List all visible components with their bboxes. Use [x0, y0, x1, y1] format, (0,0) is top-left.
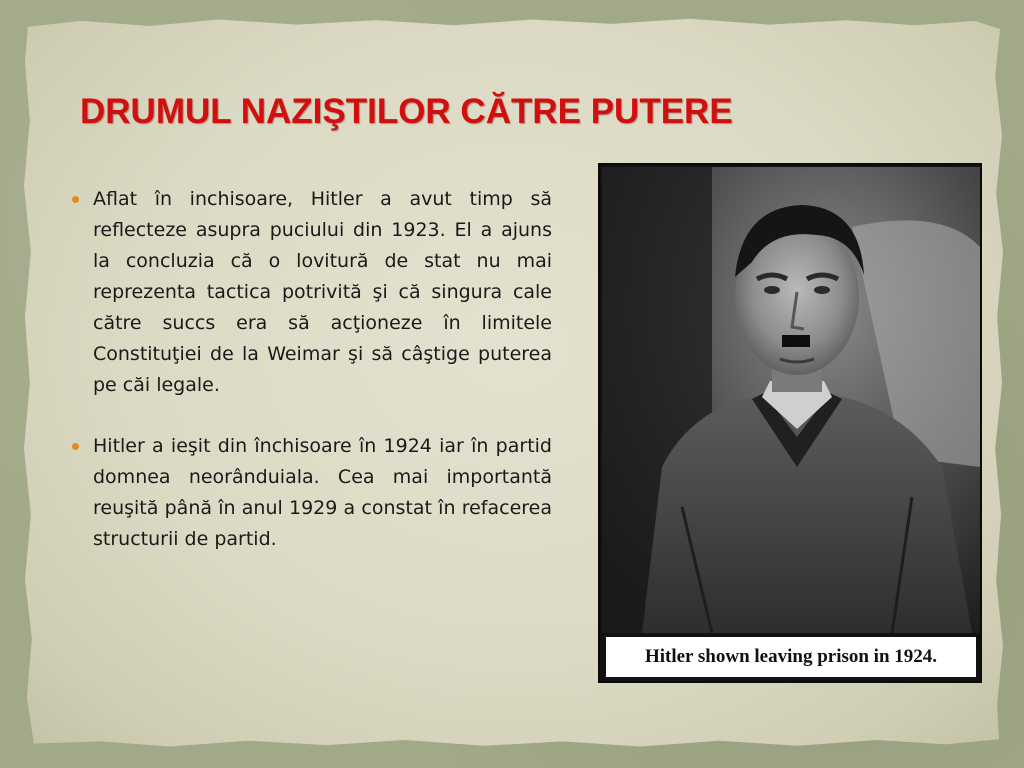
bullet-dot-icon	[72, 196, 79, 203]
bullet-text: Hitler a ieşit din închisoare în 1924 iar în partid domnea neorânduiala. Cea mai importantă reuşită până în anul 1929 a constat în refacerea structurii de partid.	[93, 435, 552, 550]
photo-frame	[598, 163, 982, 683]
slide-title: DRUMUL NAZIŞTILOR CĂTRE PUTERE	[80, 92, 733, 131]
portrait-photo	[602, 167, 980, 633]
bullet-text: Aflat în inchisoare, Hitler a avut timp să reflecteze asupra puciului din 1923. El a ajuns la concluzia că o lovitură de stat nu mai reprezenta tactica potrivită şi că singura cale către succs era să acţioneze în limitele Constituţiei de la Weimar şi să câştige puterea pe căi legale.	[93, 188, 552, 396]
photo-caption: Hitler shown leaving prison in 1924.	[644, 646, 938, 667]
bullet-list	[72, 184, 552, 585]
bullet-item	[72, 184, 552, 401]
caption-box	[606, 637, 976, 677]
bullet-dot-icon	[72, 443, 79, 450]
portrait-illustration	[602, 167, 980, 633]
bullet-item	[72, 431, 552, 555]
